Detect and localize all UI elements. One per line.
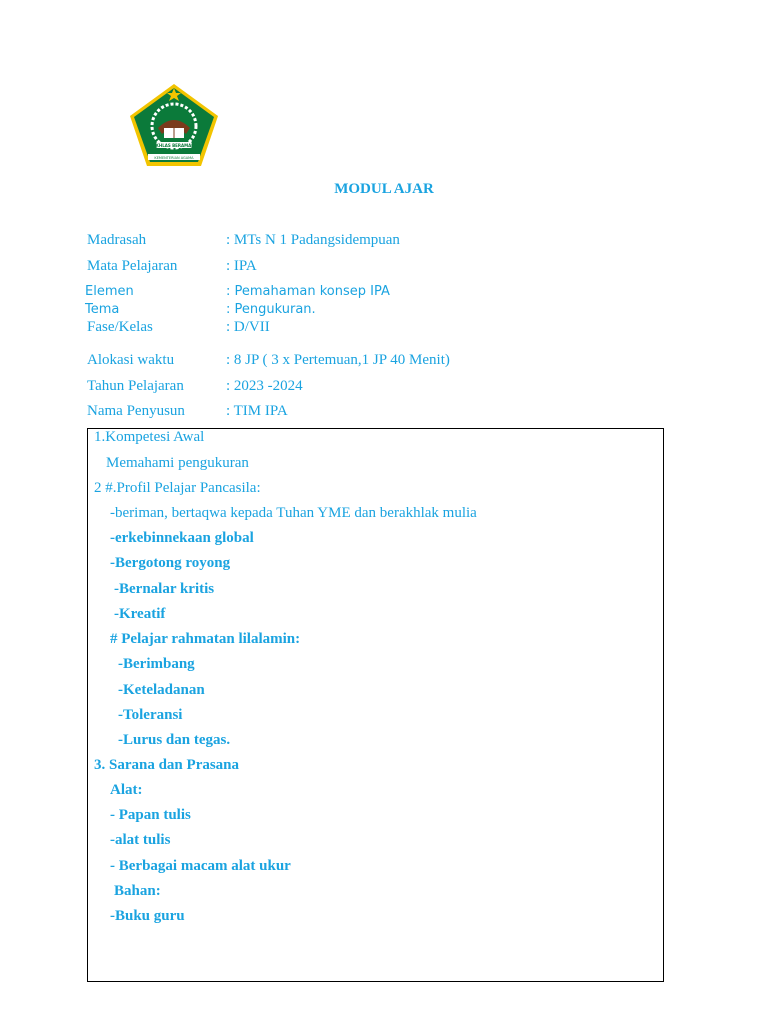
section-heading-sarana-prasarana: 3. Sarana dan Prasana	[94, 757, 240, 773]
list-item: - Papan tulis	[110, 807, 191, 823]
subheading-alat: Alat:	[110, 782, 143, 798]
label-fase-kelas: Fase/Kelas	[87, 319, 153, 335]
emblem-caption: KEMENTERIAN AGAMA	[154, 156, 194, 160]
document-title: MODUL AJAR	[334, 181, 434, 197]
value-nama-penyusun: : TIM IPA	[226, 403, 288, 419]
value-fase-kelas: : D/VII	[226, 319, 270, 335]
value-tema: : Pengukuran.	[226, 302, 316, 317]
emblem-ring-text: IKHLAS BERAMAL	[154, 143, 194, 148]
list-item: -Buku guru	[110, 908, 185, 924]
kemenag-emblem-logo	[128, 82, 220, 168]
label-madrasah: Madrasah	[87, 232, 147, 248]
subheading-rahmatan-lilalamin: # Pelajar rahmatan lilalamin:	[110, 631, 301, 647]
list-item: Memahami pengukuran	[106, 455, 249, 471]
list-item: -alat tulis	[110, 832, 171, 848]
section-heading-kompetensi-awal: 1.Kompetesi Awal	[94, 429, 205, 445]
list-item: -Kreatif	[114, 606, 166, 622]
list-item: -Berimbang	[118, 656, 195, 672]
value-mata-pelajaran: : IPA	[226, 258, 257, 274]
value-tahun-pelajaran: : 2023 -2024	[226, 378, 303, 394]
value-elemen: : Pemahaman konsep IPA	[226, 284, 390, 299]
label-elemen: Elemen	[85, 284, 134, 299]
section-heading-profil-pelajar: 2 #.Profil Pelajar Pancasila:	[94, 480, 261, 496]
list-item: -Toleransi	[118, 707, 183, 723]
label-tahun-pelajaran: Tahun Pelajaran	[87, 378, 184, 394]
subheading-bahan: Bahan:	[114, 883, 161, 899]
content-box	[87, 428, 664, 982]
list-item: -Keteladanan	[118, 682, 205, 698]
list-item: -Bergotong royong	[110, 555, 231, 571]
label-alokasi-waktu: Alokasi waktu	[87, 352, 175, 368]
value-alokasi-waktu: : 8 JP ( 3 x Pertemuan,1 JP 40 Menit)	[226, 352, 450, 368]
list-item: - Berbagai macam alat ukur	[110, 858, 291, 874]
list-item: -erkebinnekaan global	[110, 530, 254, 546]
value-madrasah: : MTs N 1 Padangsidempuan	[226, 232, 400, 248]
list-item: -Bernalar kritis	[114, 581, 215, 597]
label-tema: Tema	[85, 302, 120, 317]
list-item: -beriman, bertaqwa kepada Tuhan YME dan berakhlak mulia	[110, 505, 477, 521]
list-item: -Lurus dan tegas.	[118, 732, 231, 748]
label-mata-pelajaran: Mata Pelajaran	[87, 258, 178, 274]
label-nama-penyusun: Nama Penyusun	[87, 403, 185, 419]
